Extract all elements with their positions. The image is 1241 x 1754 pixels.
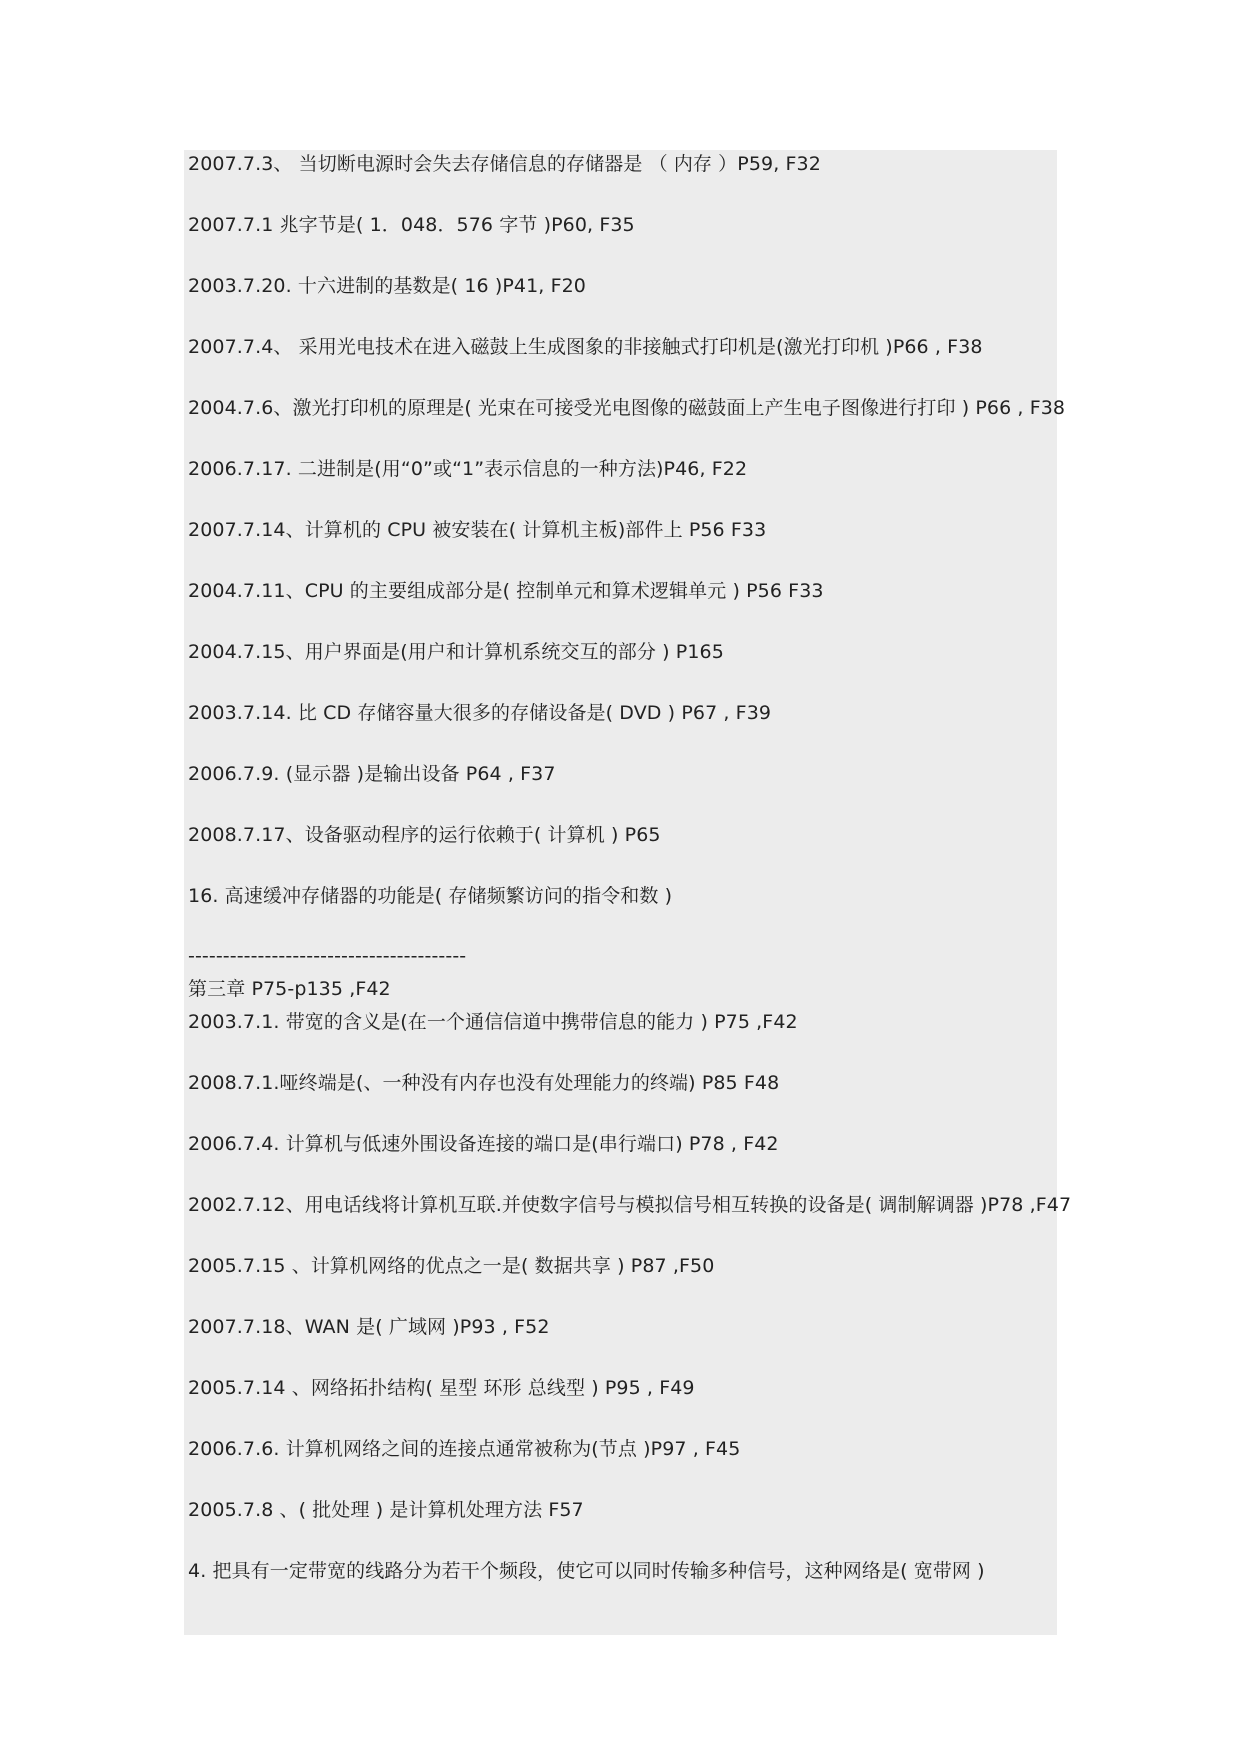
text-line: 16. 高速缓冲存储器的功能是( 存储频繁访问的指令和数 ) (188, 885, 673, 907)
text-line: 4. 把具有一定带宽的线路分为若干个频段，使它可以同时传输多种信号，这种网络是( 宽带网 ) (188, 1560, 985, 1582)
text-line: 2002.7.12、用电话线将计算机互联.并使数字信号与模拟信号相互转换的设备是( 调制解调器 )P78 ,F47 (188, 1194, 1072, 1216)
text-line: 2006.7.17. 二进制是(用“0”或“1”表示信息的一种方法)P46, F22 (188, 458, 748, 480)
text-line: 2005.7.15 、计算机网络的优点之一是( 数据共享 ) P87 ,F50 (188, 1255, 715, 1277)
text-line: 2003.7.20. 十六进制的基数是( 16 )P41, F20 (188, 275, 586, 297)
text-line: 2003.7.1. 带宽的含义是(在一个通信信道中携带信息的能力 ) P75 ,F42 (188, 1011, 798, 1033)
text-line: 2004.7.15、用户界面是(用户和计算机系统交互的部分 ) P165 (188, 641, 724, 663)
text-line: 2003.7.14. 比 CD 存储容量大很多的存储设备是( DVD ) P67 , F39 (188, 702, 772, 724)
text-line: 2007.7.1 兆字节是( 1．048．576 字节 )P60, F35 (188, 214, 635, 236)
text-line: 2007.7.4、 采用光电技术在进入磁鼓上生成图象的非接触式打印机是(激光打印机 )P66 , F38 (188, 336, 983, 358)
chapter-heading: 第三章 P75-p135 ,F42 (188, 978, 391, 1000)
text-line: 2006.7.6. 计算机网络之间的连接点通常被称为(节点 )P97 , F45 (188, 1438, 741, 1460)
text-line: 2007.7.3、 当切断电源时会失去存储信息的存储器是 （ 内存 ）P59, F32 (188, 153, 821, 175)
text-line: 2005.7.14 、网络拓扑结构( 星型 环形 总线型 ) P95 , F49 (188, 1377, 695, 1399)
text-line: 2006.7.9. (显示器 )是输出设备 P64 , F37 (188, 763, 556, 785)
divider-dashes: ---------------------------------------- (188, 945, 467, 967)
text-line: 2007.7.14、计算机的 CPU 被安装在( 计算机主板)部件上 P56 F33 (188, 519, 767, 541)
text-line: 2005.7.8 、( 批处理 ) 是计算机处理方法 F57 (188, 1499, 584, 1521)
text-line: 2008.7.1.哑终端是(、一种没有内存也没有处理能力的终端) P85 F48 (188, 1072, 780, 1094)
text-line: 2004.7.6、激光打印机的原理是( 光束在可接受光电图像的磁鼓面上产生电子图像进行打印 ) P66 , F38 (188, 397, 1066, 419)
text-line: 2006.7.4. 计算机与低速外围设备连接的端口是(串行端口) P78 , F42 (188, 1133, 779, 1155)
text-line: 2008.7.17、设备驱动程序的运行依赖于( 计算机 ) P65 (188, 824, 661, 846)
text-line: 2004.7.11、CPU 的主要组成部分是( 控制单元和算术逻辑单元 ) P56 F33 (188, 580, 824, 602)
text-line: 2007.7.18、WAN 是( 广域网 )P93 , F52 (188, 1316, 550, 1338)
